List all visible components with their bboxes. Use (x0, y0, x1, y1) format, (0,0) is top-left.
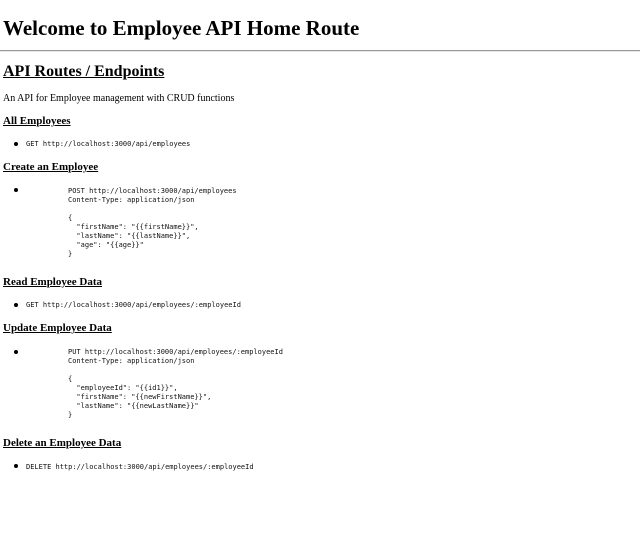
create-employee-heading: Create an Employee (3, 161, 99, 173)
list-bullet (14, 188, 18, 192)
list-bullet (14, 350, 18, 354)
all-employees-heading: All Employees (3, 115, 71, 127)
delete-employee-heading: Delete an Employee Data (3, 437, 122, 449)
create-employee-request: POST http://localhost:3000/api/employees Content-Type: application/json { "firstName": "{{firstName}}", "lastName": "{{lastName}}", "age": "{{age}}" } (68, 187, 237, 258)
list-bullet (14, 464, 18, 468)
read-employee-heading: Read Employee Data (3, 276, 102, 288)
update-employee-request: PUT http://localhost:3000/api/employees/:employeeId Content-Type: application/json { "employeeId": "{{id1}}", "firstName": "{{newFirstName}}", "lastName": "{{newLastName}}" } (68, 348, 283, 419)
page-title: Welcome to Employee API Home Route (3, 16, 360, 40)
read-employee-endpoint: GET http://localhost:3000/api/employees/:employeeId (26, 301, 241, 309)
list-bullet (14, 142, 18, 146)
delete-employee-endpoint: DELETE http://localhost:3000/api/employees/:employeeId (26, 463, 254, 471)
all-employees-endpoint: GET http://localhost:3000/api/employees (26, 140, 191, 148)
horizontal-rule (0, 50, 640, 52)
update-employee-heading: Update Employee Data (3, 322, 112, 334)
api-description: An API for Employee management with CRUD functions (3, 93, 235, 104)
routes-heading: API Routes / Endpoints (3, 63, 165, 80)
list-bullet (14, 303, 18, 307)
